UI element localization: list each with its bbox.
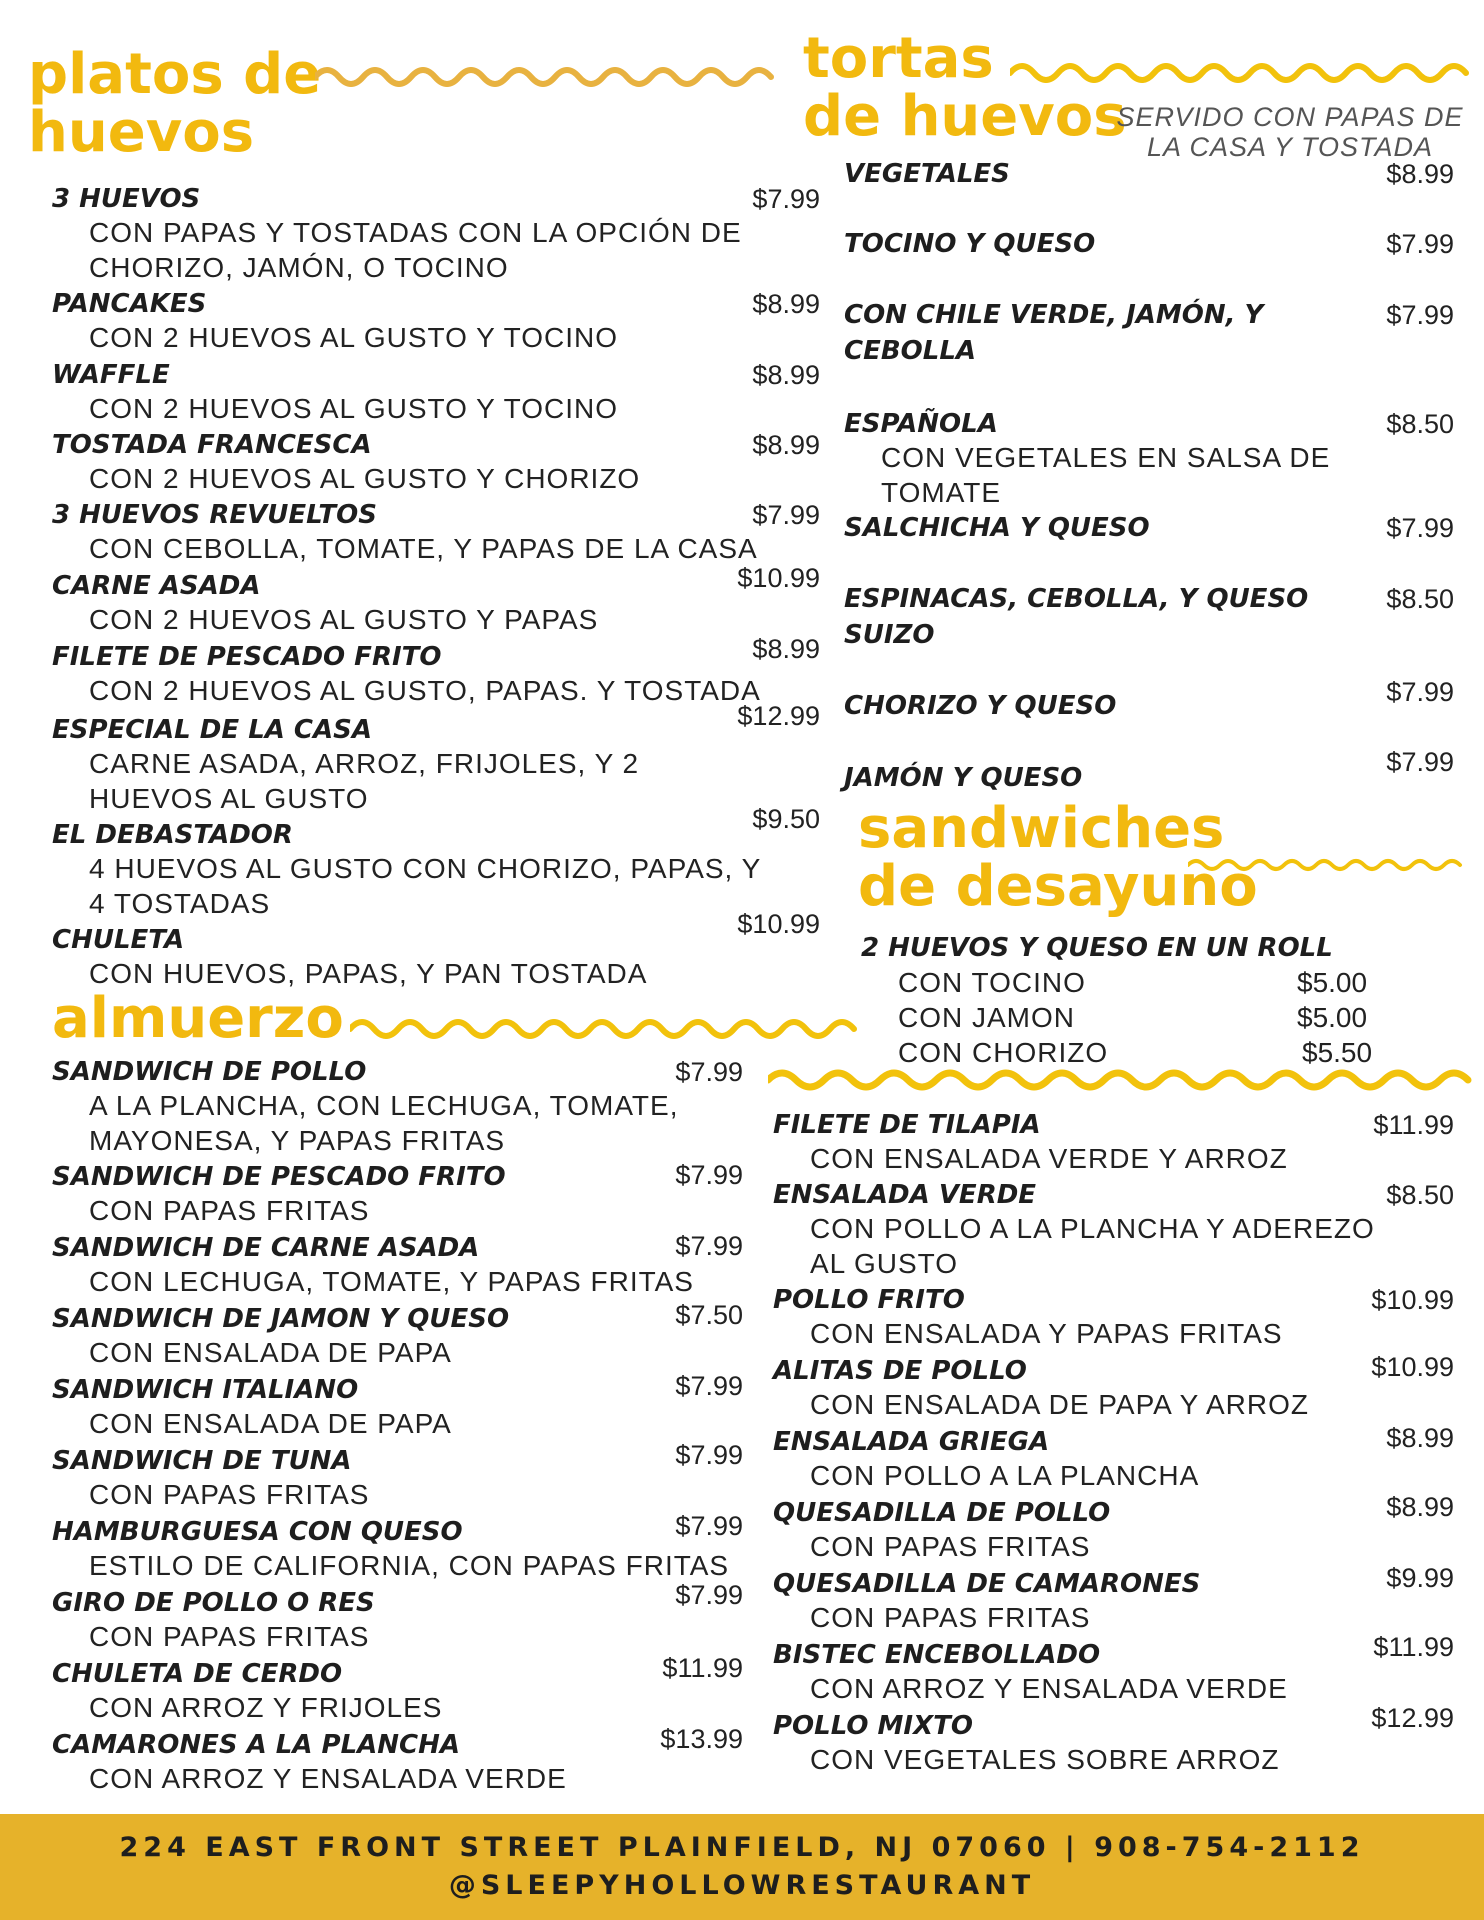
item-price: $10.99 — [737, 909, 820, 939]
menu-item — [844, 297, 1454, 377]
item-name: POLLO FRITO — [773, 1285, 965, 1315]
menu-item — [52, 1440, 743, 1513]
item-name: PANCAKES — [52, 289, 207, 319]
item-price: $7.99 — [675, 1580, 743, 1610]
item-name: SANDWICH DE PESCADO FRITO — [52, 1162, 506, 1192]
section-title-line-2: de desayuno — [858, 854, 1258, 919]
menu-item — [52, 1511, 743, 1584]
section-title-line-2: de huevos — [803, 84, 1127, 149]
item-price: $10.99 — [1371, 1285, 1454, 1315]
footer-address: 224 EAST FRONT STREET PLAINFIELD, NJ 07060 | 908-754-2112 — [119, 1832, 1365, 1863]
item-price: $11.99 — [1373, 1632, 1454, 1662]
menu-item — [844, 156, 1454, 206]
sandwich-option: CON JAMON — [898, 1002, 1075, 1033]
item-name: SALCHICHA Y QUESO — [844, 513, 1150, 543]
section-title-line-1: tortas — [803, 26, 994, 91]
item-name: 3 HUEVOS — [52, 184, 201, 214]
item-name: SANDWICH DE JAMON Y QUESO — [52, 1304, 510, 1334]
section-title-line-1: platos de — [28, 42, 322, 107]
item-price: $10.99 — [737, 563, 820, 593]
menu-item — [52, 1054, 743, 1154]
item-price: $7.99 — [1386, 677, 1454, 707]
menu-item — [52, 357, 820, 427]
item-price: $7.99 — [675, 1511, 743, 1541]
menu-item — [52, 1301, 743, 1371]
tortas-note: SERVIDO CON PAPAS DE LA CASA Y TOSTADA — [1116, 102, 1464, 162]
item-name: ESPAÑOLA — [844, 409, 998, 439]
item-price: $7.99 — [675, 1160, 743, 1190]
item-price: $8.50 — [1386, 409, 1454, 439]
wave-divider-platos — [315, 60, 785, 94]
item-description: CON HUEVOS, PAPAS, Y PAN TOSTADA — [89, 958, 648, 989]
item-name: BISTEC ENCEBOLLADO — [773, 1640, 1101, 1670]
menu-item — [773, 1282, 1454, 1352]
sandwich-option: CON TOCINO — [898, 967, 1086, 998]
menu-item — [52, 1159, 743, 1229]
footer-social-handle[interactable]: @SLEEPYHOLLOWRESTAURANT — [448, 1870, 1036, 1901]
sandwich-option-price: $5.00 — [1297, 967, 1368, 998]
item-description: CON ENSALADA DE PAPA Y ARROZ — [810, 1389, 1309, 1420]
menu-item — [844, 581, 1454, 661]
item-price: $7.99 — [752, 500, 820, 530]
footer-bar — [0, 1814, 1484, 1920]
menu-item — [773, 1563, 1454, 1636]
item-price: $8.99 — [752, 430, 820, 460]
item-name: SANDWICH ITALIANO — [52, 1375, 359, 1405]
item-name: EL DEBASTADOR — [52, 820, 293, 850]
item-price: $8.99 — [1386, 1492, 1454, 1522]
menu-item — [773, 1703, 1454, 1778]
item-price: $8.50 — [1386, 584, 1454, 614]
item-price: $8.50 — [1386, 1180, 1454, 1210]
item-description: CON PAPAS Y TOSTADAS CON LA OPCIÓN DE CHORIZO, JAMÓN, O TOCINO — [89, 217, 742, 283]
menu-item — [844, 510, 1454, 560]
sandwich-option-price: $5.50 — [1302, 1037, 1373, 1068]
item-name: ALITAS DE POLLO — [773, 1356, 1027, 1386]
item-description: CON PAPAS FRITAS — [810, 1602, 1091, 1633]
item-description: CON POLLO A LA PLANCHA — [810, 1460, 1200, 1491]
section-title-platos-de-huevos — [28, 42, 322, 165]
wave-divider-platos-fuertes — [768, 1062, 1473, 1098]
wave-divider-almuerzo — [350, 1012, 860, 1046]
item-price: $7.99 — [752, 184, 820, 214]
item-name: CON CHILE VERDE, JAMÓN, Y CEBOLLA — [844, 300, 1264, 366]
menu-item — [52, 181, 820, 283]
item-description: CON ENSALADA DE PAPA — [89, 1337, 452, 1368]
item-name: TOSTADA FRANCESCA — [52, 430, 372, 460]
menu-item — [52, 1230, 743, 1300]
section-title-line-2: huevos — [28, 100, 255, 165]
item-name: POLLO MIXTO — [773, 1711, 973, 1741]
item-price: $7.99 — [1386, 513, 1454, 543]
item-price: $7.99 — [675, 1440, 743, 1470]
item-price: $11.99 — [662, 1653, 743, 1683]
menu-item — [52, 634, 820, 709]
item-price: $11.99 — [1373, 1110, 1454, 1140]
item-description: CON PAPAS FRITAS — [810, 1531, 1091, 1562]
item-name: TOCINO Y QUESO — [844, 229, 1096, 259]
section-title-almuerzo — [52, 986, 344, 1051]
item-name: QUESADILLA DE POLLO — [773, 1498, 1111, 1528]
item-price: $8.99 — [752, 634, 820, 664]
item-name: ESPECIAL DE LA CASA — [52, 715, 372, 745]
item-description: CON 2 HUEVOS AL GUSTO Y TOCINO — [89, 322, 618, 353]
item-description: CON CEBOLLA, TOMATE, Y PAPAS DE LA CASA — [89, 533, 758, 564]
menu-item — [52, 497, 820, 567]
menu-item — [52, 909, 820, 992]
item-price: $8.99 — [1386, 159, 1454, 189]
menu-item — [52, 1653, 743, 1726]
item-price: $10.99 — [1371, 1352, 1454, 1382]
item-price: $9.50 — [752, 804, 820, 834]
item-price: $7.99 — [675, 1371, 743, 1401]
item-name: CAMARONES A LA PLANCHA — [52, 1730, 461, 1760]
item-price: $13.99 — [660, 1724, 743, 1754]
item-name: SANDWICH DE TUNA — [52, 1446, 352, 1476]
menu-item — [52, 1372, 743, 1442]
menu-item — [773, 1632, 1454, 1707]
menu-item — [773, 1424, 1454, 1494]
section-title-line-1: almuerzo — [52, 986, 344, 1051]
menu-item — [773, 1492, 1454, 1565]
item-price: $12.99 — [737, 701, 820, 731]
item-price: $8.99 — [752, 289, 820, 319]
menu-item — [773, 1107, 1454, 1177]
item-price: $7.99 — [1386, 300, 1454, 330]
item-price: $7.50 — [675, 1300, 743, 1330]
menu-item — [773, 1177, 1454, 1277]
item-name: FILETE DE PESCADO FRITO — [52, 642, 442, 672]
item-price: $8.99 — [752, 360, 820, 390]
item-name: FILETE DE TILAPIA — [773, 1110, 1041, 1140]
item-price: $7.99 — [1386, 229, 1454, 259]
menu-item — [773, 1353, 1454, 1423]
menu-item — [52, 563, 820, 638]
item-name: VEGETALES — [844, 159, 1010, 189]
item-name: 3 HUEVOS REVUELTOS — [52, 500, 377, 530]
item-description: CON VEGETALES EN SALSA DE TOMATE — [881, 442, 1331, 508]
item-name: JAMÓN Y QUESO — [844, 763, 1083, 793]
item-description: 4 HUEVOS AL GUSTO CON CHORIZO, PAPAS, Y 4 TOSTADAS — [89, 853, 761, 919]
item-description: CON ENSALADA Y PAPAS FRITAS — [810, 1318, 1283, 1349]
item-name: ENSALADA VERDE — [773, 1180, 1037, 1210]
menu-item — [844, 226, 1454, 276]
item-name: CHULETA DE CERDO — [52, 1659, 343, 1689]
menu-item — [52, 1724, 743, 1797]
item-name: SANDWICH DE POLLO — [52, 1057, 367, 1087]
item-description: CON PAPAS FRITAS — [89, 1621, 370, 1652]
item-name: GIRO DE POLLO O RES — [52, 1588, 375, 1618]
sandwich-option-price: $5.00 — [1297, 1002, 1368, 1033]
wave-divider-tortas — [1010, 56, 1480, 90]
item-description: CON 2 HUEVOS AL GUSTO Y PAPAS — [89, 604, 599, 635]
menu-item — [52, 286, 820, 356]
wave-divider-sandwiches — [1188, 854, 1470, 876]
item-price: $9.99 — [1386, 1563, 1454, 1593]
item-price: $7.99 — [675, 1231, 743, 1261]
item-price: $7.99 — [675, 1057, 743, 1087]
item-description: CON ARROZ Y ENSALADA VERDE — [810, 1673, 1288, 1704]
item-description: CON LECHUGA, TOMATE, Y PAPAS FRITAS — [89, 1266, 694, 1297]
item-name: ESPINACAS, CEBOLLA, Y QUESO SUIZO — [844, 584, 1309, 650]
sandwich-option: CON CHORIZO — [898, 1037, 1109, 1068]
menu-item — [52, 1580, 743, 1655]
sandwich-main-label: 2 HUEVOS Y QUESO EN UN ROLL — [861, 933, 1333, 963]
item-description: CON PAPAS FRITAS — [89, 1479, 370, 1510]
item-description: CARNE ASADA, ARROZ, FRIJOLES, Y 2 HUEVOS AL GUSTO — [89, 748, 640, 814]
menu-item — [844, 406, 1454, 506]
item-description: CON 2 HUEVOS AL GUSTO Y TOCINO — [89, 393, 618, 424]
item-name: CARNE ASADA — [52, 571, 261, 601]
item-description: CON POLLO A LA PLANCHA Y ADEREZO AL GUSTO — [810, 1213, 1375, 1279]
menu-item — [52, 427, 820, 497]
item-price: $7.99 — [1386, 747, 1454, 777]
item-description: CON 2 HUEVOS AL GUSTO, PAPAS. Y TOSTADA — [89, 675, 761, 706]
item-description: ESTILO DE CALIFORNIA, CON PAPAS FRITAS — [89, 1550, 730, 1581]
item-price: $8.99 — [1386, 1423, 1454, 1453]
item-description: CON PAPAS FRITAS — [89, 1195, 370, 1226]
menu-item — [52, 804, 820, 919]
menu-item — [52, 701, 820, 814]
item-description: A LA PLANCHA, CON LECHUGA, TOMATE, MAYONESA, Y PAPAS FRITAS — [89, 1090, 679, 1156]
item-name: HAMBURGUESA CON QUESO — [52, 1517, 463, 1547]
item-price: $12.99 — [1371, 1703, 1454, 1733]
item-description: CON ARROZ Y FRIJOLES — [89, 1692, 443, 1723]
item-name: WAFFLE — [52, 360, 170, 390]
item-description: CON 2 HUEVOS AL GUSTO Y CHORIZO — [89, 463, 641, 494]
item-description: CON VEGETALES SOBRE ARROZ — [810, 1744, 1280, 1775]
item-name: QUESADILLA DE CAMARONES — [773, 1569, 1201, 1599]
section-title-line-1: sandwiches — [858, 796, 1225, 861]
item-name: CHULETA — [52, 925, 185, 955]
item-description: CON ENSALADA DE PAPA — [89, 1408, 452, 1439]
item-name: SANDWICH DE CARNE ASADA — [52, 1233, 480, 1263]
item-name: ENSALADA GRIEGA — [773, 1427, 1050, 1457]
item-description: CON ENSALADA VERDE Y ARROZ — [810, 1143, 1288, 1174]
item-description: CON ARROZ Y ENSALADA VERDE — [89, 1763, 567, 1794]
menu-item — [844, 677, 1454, 738]
item-name: CHORIZO Y QUESO — [844, 691, 1117, 721]
